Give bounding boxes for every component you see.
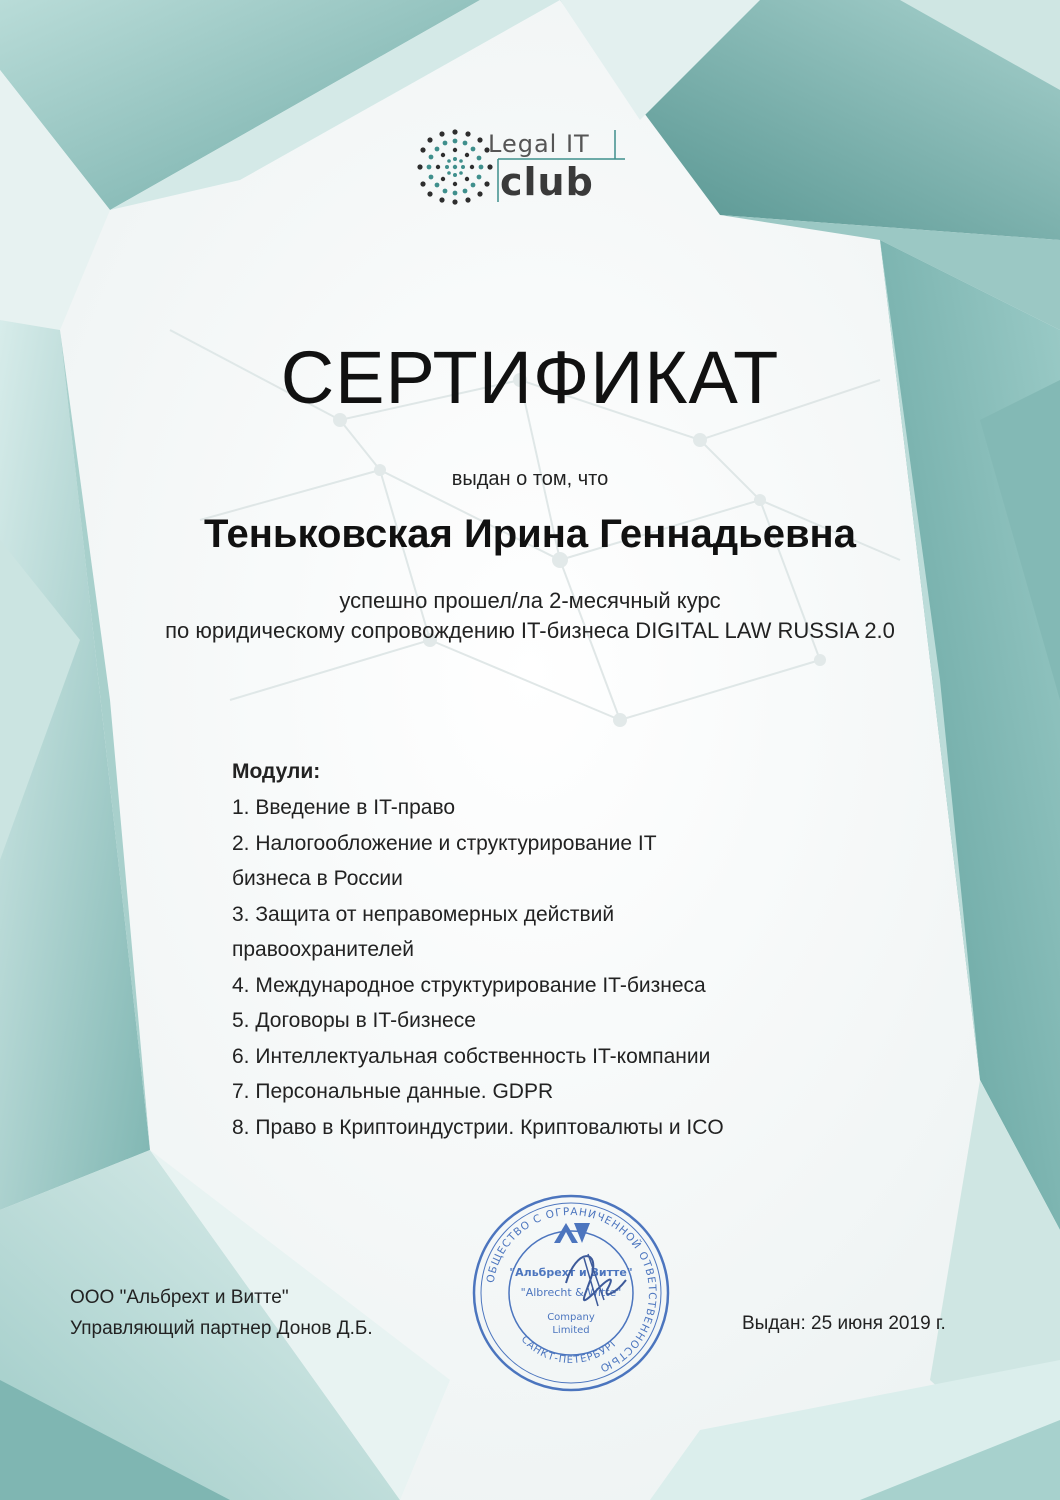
stamp-limited: Limited <box>552 1325 590 1336</box>
course-description <box>0 586 1060 646</box>
modules-list <box>232 760 872 1145</box>
module-item: 8. Право в Криптоиндустрии. Криптовалюты и ICO <box>232 1115 724 1139</box>
module-item: правоохранителей <box>232 938 414 961</box>
issuer-block <box>70 1282 373 1344</box>
stamp-company: Company <box>547 1312 595 1323</box>
course-line-1: успешно прошел/ла 2-месячный курс <box>339 588 721 613</box>
stamp-name-en: "Albrecht & Witte" <box>520 1286 622 1299</box>
module-item: бизнеса в России <box>232 867 403 890</box>
recipient-name: Теньковская Ирина Геннадьевна <box>204 512 856 556</box>
modules-heading: Модули: <box>232 760 321 783</box>
issue-date: Выдан: 25 июня 2019 г. <box>742 1313 946 1334</box>
issuer-signatory: Управляющий партнер Донов Д.Б. <box>70 1318 373 1339</box>
stamp-city: САНКТ-ПЕТЕРБУРГ <box>518 1334 621 1367</box>
logo-text-legal-it: Legal IT <box>488 130 590 158</box>
issuer-company: ООО "Альбрехт и Витте" <box>70 1287 289 1308</box>
module-item: 2. Налогообложение и структурирование IT <box>232 831 657 855</box>
logo-text-club: club <box>500 160 594 204</box>
module-item: 5. Договоры в IT-бизнесе <box>232 1009 476 1032</box>
stamp-ring-text: ОБЩЕСТВО С ОГРАНИЧЕННОЙ ОТВЕТСТВЕННОСТЬЮ <box>484 1205 659 1375</box>
module-item: 6. Интеллектуальная собственность IT-компании <box>232 1044 711 1068</box>
company-stamp <box>466 1188 676 1398</box>
module-item: 3. Защита от неправомерных действий <box>232 902 615 926</box>
module-item: 7. Персональные данные. GDPR <box>232 1080 554 1103</box>
module-item: 1. Введение в IT-право <box>232 796 456 819</box>
issued-that-text: выдан о том, что <box>451 468 609 490</box>
stamp-name-ru: "Альбрехт и Витте" <box>509 1266 633 1279</box>
course-line-2: по юридическому сопровождению IT-бизнеса DIGITAL LAW RUSSIA 2.0 <box>165 618 895 643</box>
module-item: 4. Международное структурирование IT-бизнеса <box>232 973 706 997</box>
certificate-title: СЕРТИФИКАТ <box>280 336 780 419</box>
